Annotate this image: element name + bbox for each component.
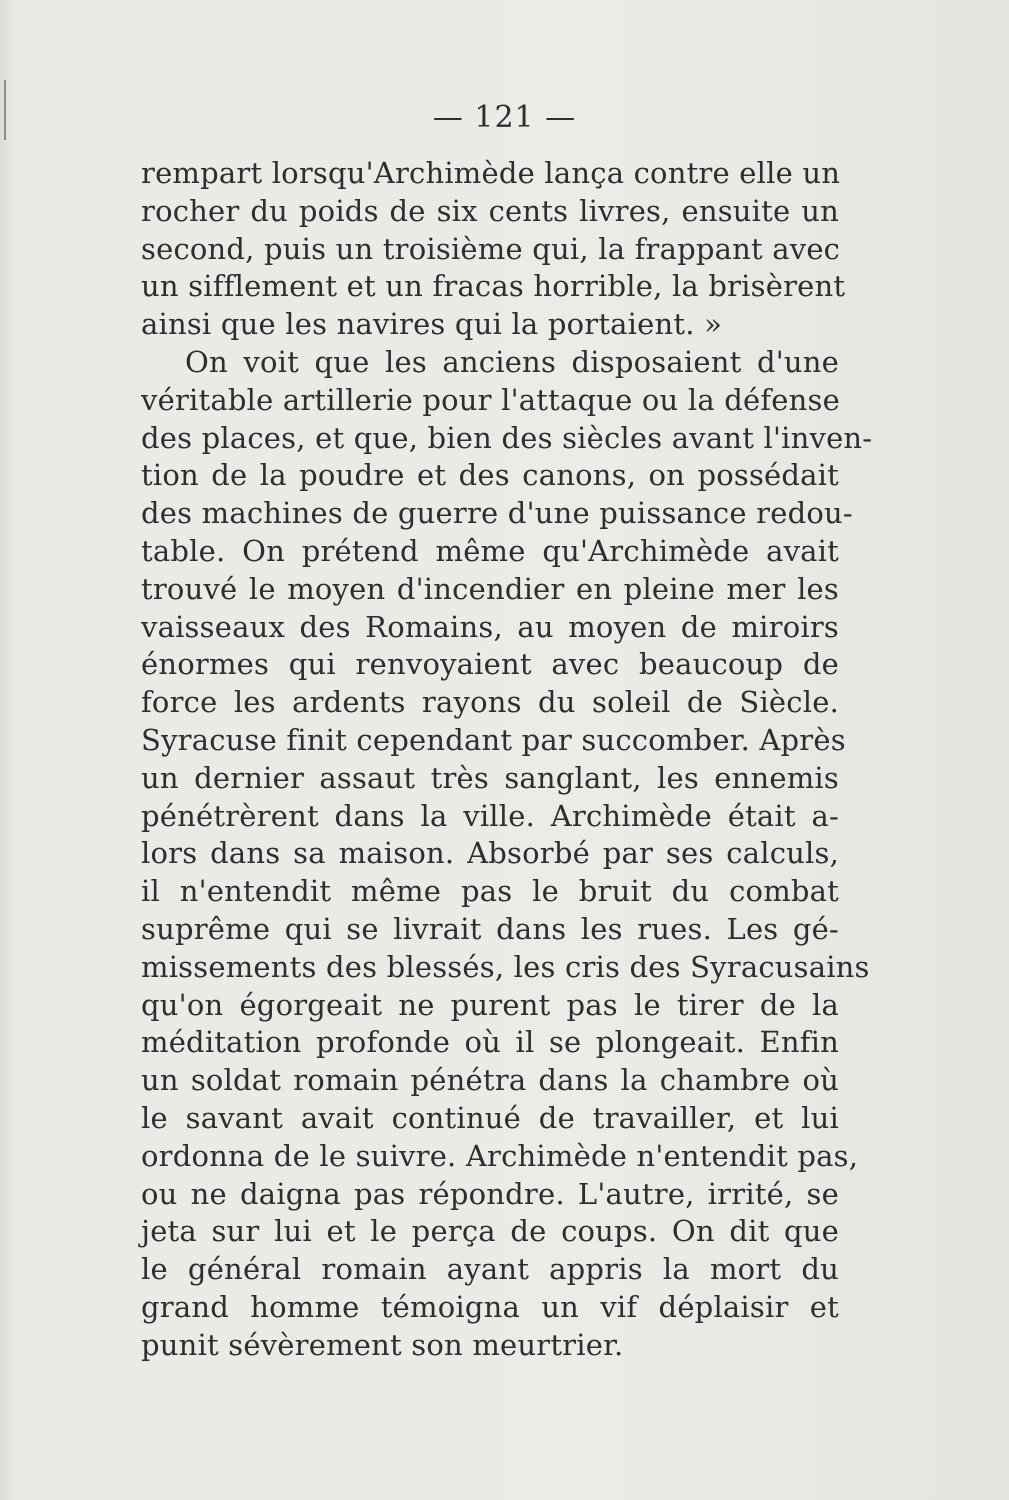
text-line: des places, et que, bien des siècles avant l'inven-: [141, 420, 873, 455]
text-line: ou ne daigna pas répondre. L'autre, irrité, se: [141, 1176, 839, 1211]
text-line: second, puis un troisième qui, la frappant avec: [141, 231, 841, 266]
text-line: le savant avait continué de travailler, et lui: [141, 1100, 839, 1135]
text-line: un dernier assaut très sanglant, les ennemis: [141, 760, 839, 795]
text-line: pénétrèrent dans la ville. Archimède était a-: [141, 798, 839, 833]
text-line: véritable artillerie pour l'attaque ou la défense: [141, 382, 840, 417]
text-line: le général romain ayant appris la mort du: [141, 1252, 839, 1287]
text-line: punit sévèrement son meurtrier.: [141, 1327, 624, 1362]
text-line: il n'entendit même pas le bruit du combat: [141, 874, 839, 909]
text-line: suprême qui se livrait dans les rues. Les gé-: [141, 911, 839, 946]
text-line: énormes qui renvoyaient avec beaucoup de: [141, 647, 839, 682]
text-line: Syracuse finit cependant par succomber. Après: [141, 722, 846, 757]
page-number: — 121 —: [432, 100, 577, 135]
text-line: ainsi que les navires qui la portaient. »: [141, 307, 723, 342]
text-line: rocher du poids de six cents livres, ensuite un: [141, 193, 839, 228]
text-line: table. On prétend même qu'Archimède avait: [141, 533, 839, 568]
body-text: [141, 155, 873, 1365]
text-line: méditation profonde où il se plongeait. Enfin: [141, 1025, 839, 1060]
text-line: On voit que les anciens disposaient d'une: [185, 344, 839, 379]
text-line: grand homme témoigna un vif déplaisir et: [141, 1289, 839, 1324]
text-line: vaisseaux des Romains, au moyen de miroirs: [141, 609, 839, 644]
text-line: force les ardents rayons du soleil de Siècle.: [141, 685, 839, 720]
text-line: trouvé le moyen d'incendier en pleine mer les: [141, 571, 839, 606]
text-line: des machines de guerre d'une puissance redou-: [141, 496, 853, 531]
text-line: rempart lorsqu'Archimède lança contre elle un: [141, 156, 841, 190]
text-line: qu'on égorgeait ne purent pas le tirer de la: [141, 987, 839, 1022]
text-line: ordonna de le suivre. Archimède n'entendit pas,: [141, 1138, 859, 1173]
text-line: missements des blessés, les cris des Syracusains: [141, 949, 870, 984]
text-line: lors dans sa maison. Absorbé par ses calculs,: [141, 836, 839, 871]
text-line: un sifflement et un fracas horrible, la brisèrent: [141, 269, 846, 304]
text-line: tion de la poudre et des canons, on possédait: [141, 458, 839, 493]
text-line: jeta sur lui et le perça de coups. On dit que: [141, 1214, 839, 1249]
text-line: un soldat romain pénétra dans la chambre où: [141, 1063, 839, 1098]
